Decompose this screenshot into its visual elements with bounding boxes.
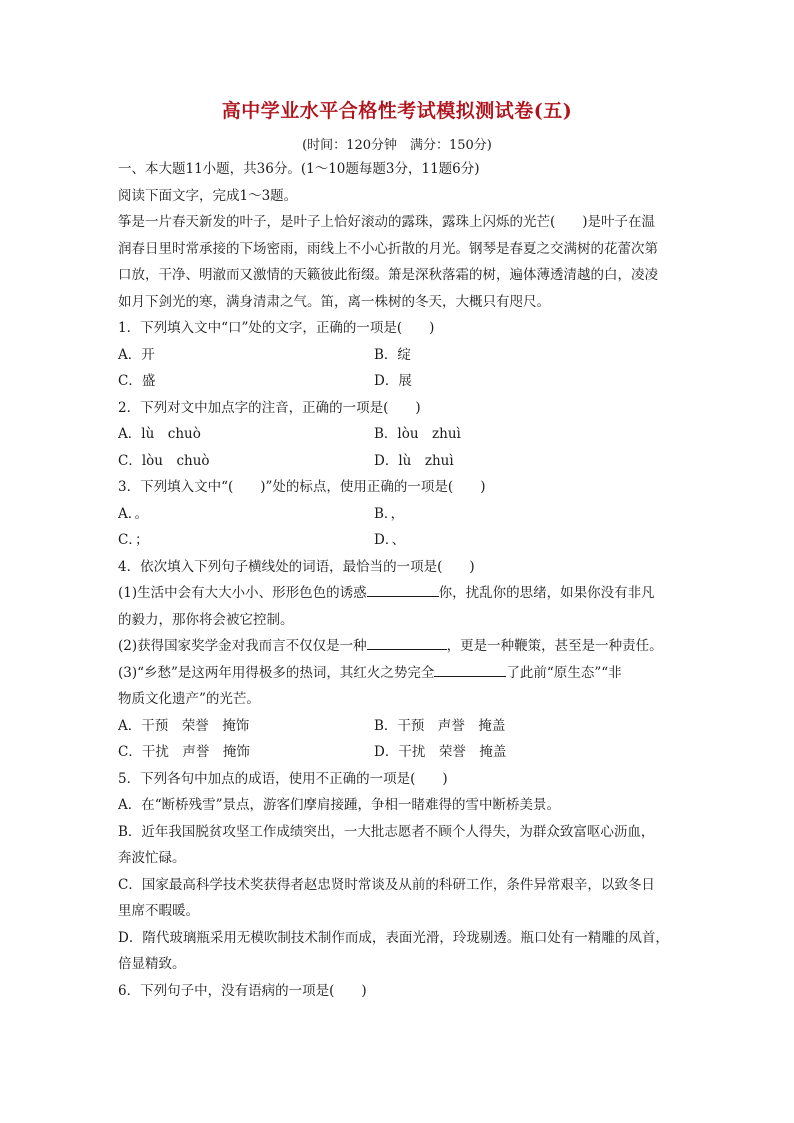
option-d[interactable]: D．隋代玻璃瓶采用无模吹制技术制作而成，表面光滑，玲珑剔透。瓶口处有一精雕的凤首，: [118, 929, 669, 946]
question-1-options-row: [118, 368, 684, 395]
sentence-text: (3)“乡愁”是这两年用得极多的热词，其红火之势完全: [118, 664, 435, 681]
passage-line: 润春日里时常承接的下场密雨，雨线上不小心折散的月光。钢琴是春夏之交满树的花蕾次第: [118, 240, 658, 257]
option-b[interactable]: B．，: [374, 505, 405, 522]
option-d[interactable]: D．展: [374, 373, 412, 389]
page-title: 高中学业水平合格性考试模拟测试卷(五): [221, 100, 573, 122]
option-d[interactable]: D．lù zhuì: [374, 452, 454, 469]
option-c[interactable]: C．干扰 声誉 掩饰: [118, 744, 250, 760]
sentence-text: ，更是一种鞭策，甚至是一种责任。: [446, 638, 663, 654]
option-c-cont: 里席不暇暖。: [118, 903, 199, 919]
option-c[interactable]: C．lòu chuò: [118, 452, 210, 469]
question-1-stem: 1．下列填入文中“口”处的文字，正确的一项是( ): [118, 320, 435, 336]
section-heading: 一、本大题11小题，共36分。(1～10题每题3分，11题6分): [118, 161, 480, 177]
question-6-stem: 6．下列句子中，没有语病的一项是( ): [118, 982, 367, 999]
option-b[interactable]: B．干预 声誉 掩盖: [374, 717, 506, 734]
option-c[interactable]: C．；: [118, 532, 149, 548]
option-b[interactable]: B．绽: [374, 346, 411, 363]
question-2-options-row: [118, 421, 684, 448]
answer-blank[interactable]: [434, 662, 506, 677]
sentence-text: 你，扰乱你的思绪，如果你没有非凡: [438, 585, 655, 601]
option-b[interactable]: B．近年我国脱贫攻坚工作成绩突出，一大批志愿者不顾个人得失，为群众致富呕心沥血，: [118, 823, 655, 840]
option-d[interactable]: D．、: [374, 532, 406, 548]
question-4-sentence-3: [118, 660, 684, 687]
question-4-sentence-2: [118, 633, 684, 660]
question-3-options-row: [118, 527, 684, 554]
option-a[interactable]: A．干预 荣誉 掩饰: [118, 717, 250, 734]
reading-passage: [118, 209, 684, 315]
answer-blank[interactable]: [367, 582, 439, 597]
exam-body: [118, 156, 684, 1004]
option-c[interactable]: C．盛: [118, 373, 156, 389]
option-a[interactable]: A．。: [118, 505, 148, 522]
question-4-options-row: [118, 739, 684, 766]
question-2-options-row: [118, 448, 684, 475]
question-4-stem: 4．依次填入下列句子横线处的词语，最恰当的一项是( ): [118, 558, 475, 575]
question-4-options-row: [118, 713, 684, 740]
passage-line: 筝是一片春天新发的叶子，是叶子上恰好滚动的露珠，露珠上闪烁的光芒( )是叶子在温: [118, 214, 656, 230]
question-1-options-row: [118, 342, 684, 369]
option-a[interactable]: A．lù chuò: [118, 426, 201, 442]
option-a[interactable]: A．在“断桥残雪”景点，游客们摩肩接踵，争相一睹难得的雪中断桥美景。: [118, 797, 561, 813]
exam-time-score: (时间：120分钟 满分：150分): [302, 138, 492, 153]
question-4-sentence-3-cont: 物质文化遗产”的光芒。: [118, 691, 260, 707]
option-d-cont: 倍显精致。: [118, 956, 186, 972]
sentence-text: 了此前“原生态”“非: [506, 664, 622, 681]
sentence-text: (2)获得国家奖学金对我而言不仅仅是一种: [118, 638, 367, 654]
question-2-stem: 2．下列对文中加点字的注音，正确的一项是( ): [118, 399, 421, 416]
question-4-sentence-1: [118, 580, 684, 607]
option-a[interactable]: A．开: [118, 346, 155, 363]
option-b-cont: 奔波忙碌。: [118, 850, 186, 866]
option-b[interactable]: B．lòu zhuì: [374, 426, 461, 442]
sentence-text: (1)生活中会有大大小小、形形色色的诱惑: [118, 585, 367, 601]
option-c[interactable]: C．国家最高科学技术奖获得者赵忠贤时常谈及从前的科研工作，条件异常艰辛，以致冬日: [118, 876, 655, 893]
answer-blank[interactable]: [367, 635, 447, 650]
passage-line: 口放，干净、明澈而又激情的天籁彼此衔缀。箫是深秋落霜的树，遍体薄透清越的白，凌凌: [118, 267, 658, 283]
question-4-sentence-1-cont: 的毅力，那你将会被它控制。: [118, 611, 294, 628]
question-3-options-row: [118, 501, 684, 528]
passage-line: 如月下剑光的寒，满身清肃之气。笛，离一株树的冬天，大概只有咫尺。: [118, 293, 550, 310]
question-3-stem: 3．下列填入文中“( )”处的标点，使用正确的一项是( ): [118, 479, 486, 495]
option-d[interactable]: D．干扰 荣誉 掩盖: [374, 744, 507, 760]
reading-instruction: 阅读下面文字，完成1～3题。: [118, 187, 298, 204]
question-5-stem: 5．下列各句中加点的成语，使用不正确的一项是( ): [118, 770, 448, 787]
